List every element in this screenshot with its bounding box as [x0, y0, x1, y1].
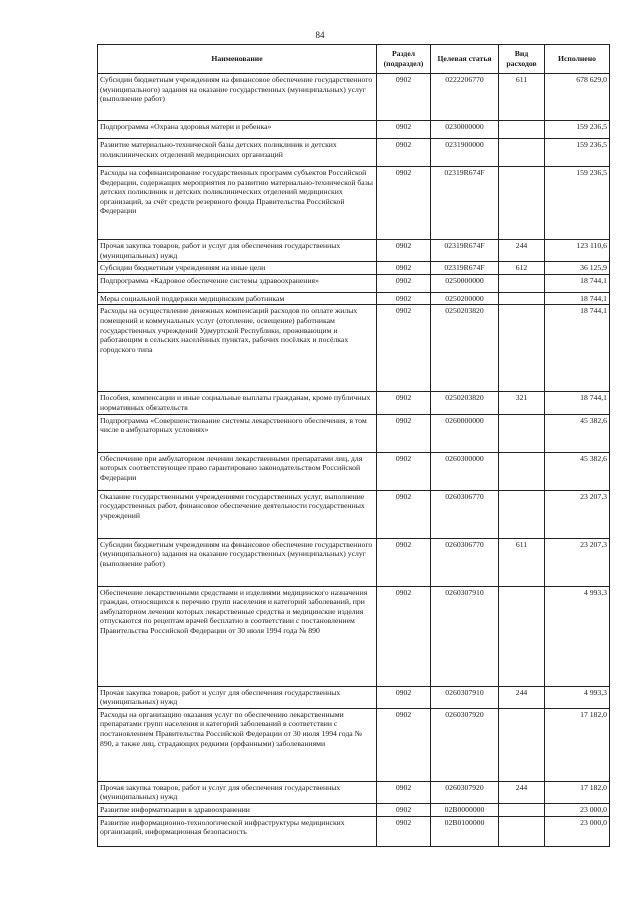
cell-kind	[499, 414, 545, 452]
table-row	[98, 586, 610, 686]
table-row	[98, 538, 610, 586]
cell-section: 0902	[377, 121, 431, 139]
cell-kind: 321	[499, 392, 545, 414]
table-row	[98, 121, 610, 139]
cell-section: 0902	[377, 490, 431, 538]
cell-name: Пособия, компенсации и иные социальные выплаты гражданам, кроме публичных нормативных обязательств	[98, 392, 377, 414]
cell-done: 678 629,0	[545, 74, 610, 121]
cell-target: 0260000000	[431, 414, 499, 452]
cell-done: 36 125,9	[545, 262, 610, 275]
cell-name: Субсидии бюджетным учреждениям на финансовое обеспечение государственного (муниципального) задания на оказание государственных (муниципальных) услуг (выполнение работ)	[98, 74, 377, 121]
table-row	[98, 816, 610, 846]
cell-section: 0902	[377, 167, 431, 240]
cell-section: 0902	[377, 816, 431, 846]
cell-kind	[499, 292, 545, 305]
cell-kind	[499, 274, 545, 292]
table-row	[98, 262, 610, 275]
cell-section: 0902	[377, 781, 431, 803]
cell-done: 18 744,1	[545, 392, 610, 414]
cell-name: Расходы на софинансирование государственных программ субъектов Российской Федерации, содержащих мероприятия по развитию материально-технической базы детских поликлиник и детских поликлинических отделений медицинских организаций, за счёт средств резервного фонда Правительства Российской Федерации	[98, 167, 377, 240]
cell-target: 0260306770	[431, 490, 499, 538]
cell-done: 159 236,5	[545, 139, 610, 167]
cell-name: Субсидии бюджетным учреждениям на иные цели	[98, 262, 377, 275]
cell-done: 17 182,0	[545, 708, 610, 781]
cell-target: 0222206770	[431, 74, 499, 121]
header-section: Раздел (подраздел)	[377, 45, 431, 74]
cell-kind: 611	[499, 538, 545, 586]
cell-section: 0902	[377, 452, 431, 490]
cell-name: Прочая закупка товаров, работ и услуг для обеспечения государственных (муниципальных) нужд	[98, 240, 377, 262]
cell-target: 0260306770	[431, 538, 499, 586]
cell-name: Развитие информационно-технологической инфраструктуры медицинских организаций, информационная безопасность	[98, 816, 377, 846]
cell-target: 0231900000	[431, 139, 499, 167]
cell-target: 0260307910	[431, 686, 499, 708]
cell-target: 0260300000	[431, 452, 499, 490]
cell-section: 0902	[377, 139, 431, 167]
cell-kind	[499, 121, 545, 139]
header-kind: Вид расходов	[499, 45, 545, 74]
cell-name: Развитие материально-технической базы детских поликлиник и детских поликлинических отделений медицинских организаций	[98, 139, 377, 167]
expenditure-table	[97, 44, 610, 847]
cell-target: 02319R674F	[431, 167, 499, 240]
cell-done: 18 744,1	[545, 292, 610, 305]
cell-name: Подпрограмма «Охрана здоровья матери и ребенка»	[98, 121, 377, 139]
cell-done: 45 382,6	[545, 414, 610, 452]
cell-done: 23 207,3	[545, 490, 610, 538]
cell-done: 45 382,6	[545, 452, 610, 490]
cell-name: Обеспечение при амбулаторном лечении лекарственными препаратами лиц, для которых соответствующее право гарантировано законодательством Российской Федерации	[98, 452, 377, 490]
cell-kind: 244	[499, 240, 545, 262]
cell-kind: 612	[499, 262, 545, 275]
table-row	[98, 274, 610, 292]
header-target: Целевая статья	[431, 45, 499, 74]
table-row	[98, 414, 610, 452]
cell-target: 02319R674F	[431, 240, 499, 262]
cell-done: 4 993,3	[545, 586, 610, 686]
cell-kind: 244	[499, 686, 545, 708]
table-row	[98, 240, 610, 262]
cell-section: 0902	[377, 262, 431, 275]
table-row	[98, 305, 610, 392]
table-row	[98, 803, 610, 816]
cell-name: Подпрограмма «Совершенствование системы лекарственного обеспечения, в том числе в амбулаторных условиях»	[98, 414, 377, 452]
cell-name: Оказание государственными учреждениями государственных услуг, выполнение государственных работ, финансовое обеспечение деятельности государственных учреждений	[98, 490, 377, 538]
cell-done: 18 744,1	[545, 305, 610, 392]
table-row	[98, 708, 610, 781]
cell-section: 0902	[377, 74, 431, 121]
cell-target: 02В0000000	[431, 803, 499, 816]
cell-kind	[499, 816, 545, 846]
table-row	[98, 139, 610, 167]
cell-target: 0260307920	[431, 781, 499, 803]
cell-name: Подпрограмма «Кадровое обеспечение системы здравоохранения»	[98, 274, 377, 292]
cell-done: 23 000,0	[545, 803, 610, 816]
cell-kind	[499, 490, 545, 538]
cell-name: Субсидии бюджетным учреждениям на финансовое обеспечение государственного (муниципального) задания на оказание государственных (муниципальных) услуг (выполнение работ)	[98, 538, 377, 586]
table-row	[98, 392, 610, 414]
cell-done: 4 993,3	[545, 686, 610, 708]
cell-section: 0902	[377, 538, 431, 586]
cell-section: 0902	[377, 708, 431, 781]
table-header-row	[98, 45, 610, 74]
cell-name: Прочая закупка товаров, работ и услуг для обеспечения государственных (муниципальных) нужд	[98, 686, 377, 708]
header-done: Исполнено	[545, 45, 610, 74]
cell-target: 0260307920	[431, 708, 499, 781]
cell-done: 159 236,5	[545, 121, 610, 139]
cell-section: 0902	[377, 803, 431, 816]
cell-kind	[499, 586, 545, 686]
cell-kind	[499, 803, 545, 816]
cell-section: 0902	[377, 305, 431, 392]
cell-section: 0902	[377, 240, 431, 262]
cell-section: 0902	[377, 686, 431, 708]
cell-target: 0250000000	[431, 274, 499, 292]
cell-kind	[499, 167, 545, 240]
cell-kind	[499, 139, 545, 167]
page-number: 84	[315, 30, 325, 40]
table-row	[98, 167, 610, 240]
cell-target: 0250203820	[431, 392, 499, 414]
cell-name: Обеспечение лекарственными средствами и изделиями медицинского назначения граждан, относящихся к перечню групп населения и категорий заболеваний, при амбулаторном лечении которых лекарственные средства и медицинские изделия отпускаются по рецептам врачей бесплатно в соответствии с постановлением Правительства Российской Федерации от 30 июля 1994 года № 890	[98, 586, 377, 686]
cell-section: 0902	[377, 414, 431, 452]
cell-kind: 611	[499, 74, 545, 121]
cell-done: 23 000,0	[545, 816, 610, 846]
cell-target: 0230000000	[431, 121, 499, 139]
cell-target: 0250203820	[431, 305, 499, 392]
header-name: Наименование	[98, 45, 377, 74]
cell-done: 123 110,6	[545, 240, 610, 262]
cell-name: Расходы на организацию оказания услуг по обеспечению лекарственными препаратами групп населения и категорий заболеваний в соответствии с постановлением Правительства Российской Федерации от 30 июля 1994 года № 890, а также лиц, страдающих редкими (орфанными) заболеваниями	[98, 708, 377, 781]
cell-section: 0902	[377, 274, 431, 292]
cell-done: 17 182,0	[545, 781, 610, 803]
cell-section: 0902	[377, 292, 431, 305]
table-row	[98, 686, 610, 708]
cell-section: 0902	[377, 586, 431, 686]
cell-section: 0902	[377, 392, 431, 414]
table-row	[98, 781, 610, 803]
cell-kind	[499, 708, 545, 781]
cell-kind	[499, 452, 545, 490]
cell-name: Меры социальной поддержки медицинским работникам	[98, 292, 377, 305]
cell-kind: 244	[499, 781, 545, 803]
table-row	[98, 292, 610, 305]
cell-name: Расходы на осуществление денежных компенсаций расходов по оплате жилых помещений и коммунальных услуг (отопление, освещение) работникам государственных учреждений Удмуртской Республики, проживающим и работающим в сельских населённых пунктах, рабочих посёлках и посёлках городского типа	[98, 305, 377, 392]
cell-name: Развитие информатизации в здравоохранении	[98, 803, 377, 816]
cell-done: 23 207,3	[545, 538, 610, 586]
table-row	[98, 74, 610, 121]
cell-done: 18 744,1	[545, 274, 610, 292]
cell-target: 02319R674F	[431, 262, 499, 275]
cell-kind	[499, 305, 545, 392]
cell-target: 0260307910	[431, 586, 499, 686]
cell-target: 0250200000	[431, 292, 499, 305]
cell-target: 02В0100000	[431, 816, 499, 846]
cell-name: Прочая закупка товаров, работ и услуг для обеспечения государственных (муниципальных) нужд	[98, 781, 377, 803]
table-row	[98, 490, 610, 538]
cell-done: 159 236,5	[545, 167, 610, 240]
table-row	[98, 452, 610, 490]
